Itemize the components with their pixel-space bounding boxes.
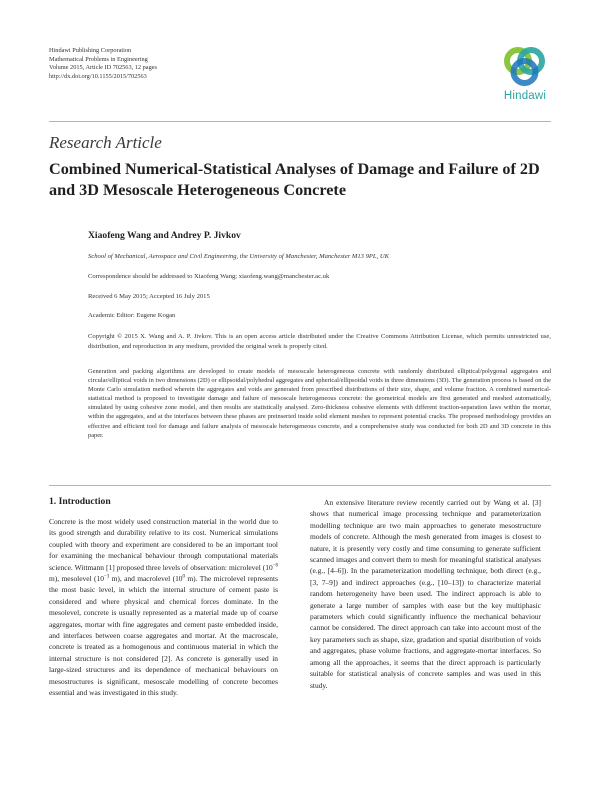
journal-name: Mathematical Problems in Engineering <box>49 55 148 63</box>
hindawi-logo <box>496 44 554 106</box>
article-title: Combined Numerical-Statistical Analyses of Damage and Failure of 2D and 3D Mesoscale Heterogeneous Concrete <box>49 160 540 199</box>
left-column <box>49 516 278 699</box>
right-column <box>310 497 541 691</box>
intro-paragraph-1: Concrete is the most widely used construction material in the world due to its good strength and durability relative to its cost. Numerical simulations coupled with theory and experiment are considered to be an important tool for examining the mechanical behaviour through computational materials science. Wittmann [1] proposed three levels of observation: microlevel ($10^{-8}$ m), mesolevel ($10^{-3}$ m), and macrolevel ($10^0$ m). The microlevel represents the most basic level, in which the internal structure of cement paste is considered and where physical and chemical forces dominate. In the mesolevel, concrete is usually represented as a material made up of coarse aggregates, mortar with fine aggregates and cement paste embedded inside, and interfaces between coarse aggregates and mortar. At the macroscale, concrete is treated as a homogenous and continuous material in which the internal structure is not considered [2]. As concrete is generally used in large-sized structures and its dependence of mechanical behaviours on mesostructures is significant, mesoscale modelling of concrete becomes essential and was investigated in this study. <box>49 517 278 698</box>
volume-line: Volume 2015, Article ID 702563, 12 pages <box>49 64 157 72</box>
abstract: Generation and packing algorithms are developed to create models of mesoscale heterogeneous concrete with randomly distributed elliptical/polygonal aggregates and circular/elliptical voids in two dimensions (2D) or ellipsoidal/polyhedral aggregates and spherical/ellipsoidal voids in three dimensions (3D). The generation process is based on the Monte Carlo simulation method wherein the aggregates and voids are generated from prescribed distributions of their size, shape, and volume fraction. A combined numerical-statistical method is proposed to investigate damage and failure of mesoscale heterogeneous concrete: the geometrical models are first generated and meshed automatically, simulated by using cohesive zone model, and then results are statistically analysed. Zero-thickness cohesive elements with different traction-separation laws within the mortar, within the aggregates, and at the interfaces between these phases are preinserted inside solid element meshes to represent potential cracks. The proposed methodology provides an effective and efficient tool for damage and failure analysis of mesoscale heterogeneous concrete, and a comprehensive study was conducted for both 2D and 3D concrete in this paper. <box>88 368 551 439</box>
intro-paragraph-2: An extensive literature review recently carried out by Wang et al. [3] shows that numerical image processing technique and parameterization modelling technique are two main approaches to generate mesostructure models of concrete. Although the mesh generated from images is closest to nature, it is presently very costly and time consuming to generate sufficient scanned images and convert them to mesh for meaningful statistical analyses (e.g., [4–6]). In the parameterization modelling technique, both direct (e.g., [3, 7–9]) and indirect approaches (e.g., [10–13]) to characterize material random heterogeneity have been used. The indirect approach is able to generate a large number of samples with ease but the key multiphasic parameters which could significantly influence the mechanical behaviour cannot be considered. The direct approach can take into account most of the key parameters such as shape, size, gradation and spatial distribution of voids and aggregates, phase volume fractions, and aggregate-mortar interfaces. So among all the approaches, it seems that the direct approach is particularly suitable for statistical analysis of concrete samples and was used in this study. <box>310 498 541 690</box>
section-divider <box>49 485 551 486</box>
publisher: Hindawi Publishing Corporation <box>49 47 132 54</box>
academic-editor: Academic Editor: Eugene Kogan <box>88 312 176 319</box>
correspondence: Correspondence should be addressed to Xiaofeng Wang; xiaofeng.wang@manchester.ac.uk <box>88 273 330 280</box>
article-type: Research Article <box>49 133 162 152</box>
hindawi-logo-icon <box>496 44 554 90</box>
section-heading: 1. Introduction <box>49 496 111 507</box>
doi-link[interactable]: http://dx.doi.org/10.1155/2015/702563 <box>49 72 147 80</box>
copyright-notice: Copyright © 2015 X. Wang and A. P. Jivkov. This is an open access article distributed under the Creative Commons Attribution License, which permits unrestricted use, distribution, and reproduction in any medium, provided the original work is properly cited. <box>88 333 551 350</box>
received-dates: Received 6 May 2015; Accepted 16 July 2015 <box>88 293 210 300</box>
journal-header <box>49 47 157 81</box>
top-divider <box>49 121 551 122</box>
authors: Xiaofeng Wang and Andrey P. Jivkov <box>88 230 241 241</box>
logo-wordmark: Hindawi <box>503 90 547 102</box>
affiliation: School of Mechanical, Aerospace and Civil Engineering, the University of Manchester, Manchester M13 9PL, UK <box>88 253 390 260</box>
